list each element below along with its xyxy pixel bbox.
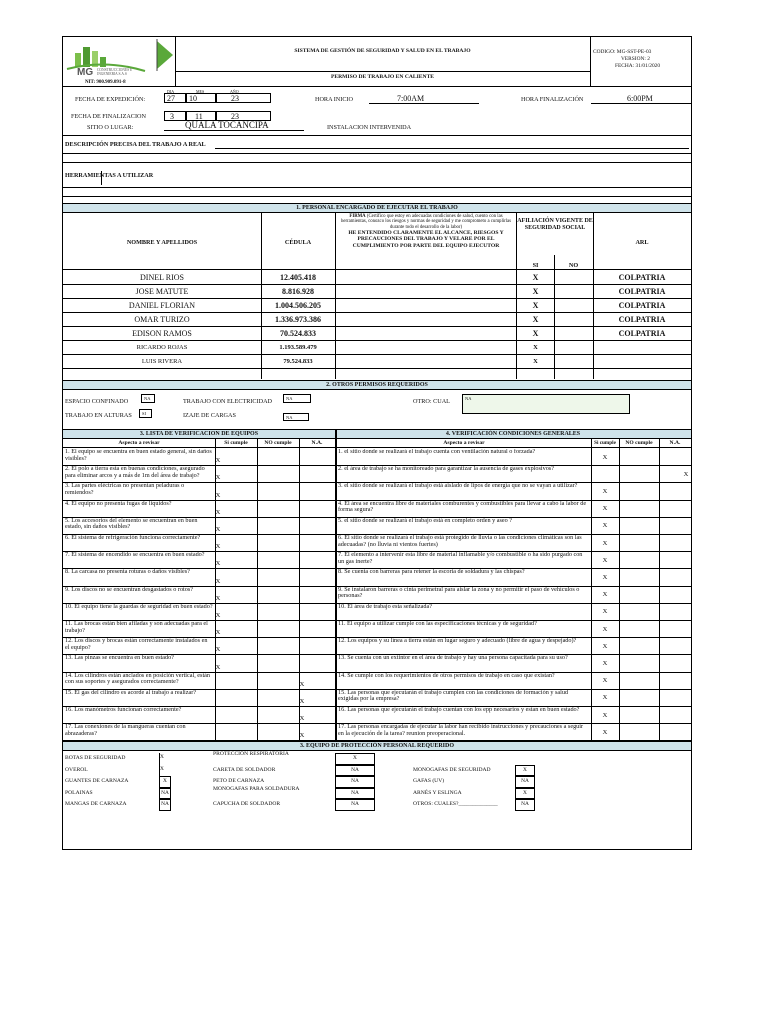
equipo-check-mark[interactable]: X xyxy=(215,508,221,516)
equipo-row xyxy=(63,465,215,482)
afil-si-mark[interactable]: X xyxy=(533,344,538,351)
condicion-item-text: 8. Se cuenta con barreras para retener la escoria de soldadura y las chispas? xyxy=(338,569,525,576)
form-date: FECHA: 31/01/2020 xyxy=(615,63,661,69)
col-afil-header: AFILIACIÓN VIGENTE DE SEGURIDAD SOCIAL xyxy=(517,218,593,231)
equipo-item-text: 7. El sistema de encendido se encuentra en buen estado? xyxy=(65,552,205,559)
epp-label: GAFAS (UV) xyxy=(413,778,445,785)
epp-label: GUANTES DE CARNAZA xyxy=(65,778,129,785)
company-nit: NIT: 900.909.091-8 xyxy=(85,80,126,85)
electricidad-value[interactable]: NA xyxy=(283,394,311,403)
afil-si-mark[interactable]: X xyxy=(532,329,539,338)
condicion-row xyxy=(336,723,591,740)
equipo-row xyxy=(63,448,215,465)
epp-label: POLAINAS xyxy=(65,789,93,796)
condicion-check-mark[interactable]: X xyxy=(602,522,608,530)
condicion-row xyxy=(336,568,591,585)
person-arl: COLPATRIA xyxy=(618,287,666,296)
condicion-item-text: 11. El equipo a utilizar cumple con las especificaciones técnicas y de seguridad? xyxy=(338,621,537,627)
epp-value[interactable]: X xyxy=(159,776,171,788)
person-name: DANIEL FLORIAN xyxy=(128,301,196,310)
epp-value[interactable]: NA xyxy=(515,776,535,788)
epp-label: PETO DE CARNAZA xyxy=(213,778,265,785)
condicion-row xyxy=(336,465,591,482)
equipo-row xyxy=(63,654,215,671)
alturas-label: TRABAJO EN ALTURAS xyxy=(65,412,132,419)
fin-year-field[interactable]: 23 xyxy=(216,111,271,121)
condicion-row xyxy=(336,448,591,465)
equipo-item-text: 5. Los accesorios del elemento se encuentran en buen estado, sin daños visibles? xyxy=(65,517,198,531)
epp-value[interactable]: NA xyxy=(159,788,171,800)
sitio-label: SITIO O LUGAR: xyxy=(87,124,134,131)
epp-value[interactable]: NA xyxy=(515,799,535,811)
hora-fin-label: HORA FINALIZACIÓN xyxy=(521,96,584,103)
equipo-check-mark[interactable]: X xyxy=(215,612,221,619)
eq-col-si: Si cumple xyxy=(224,440,248,446)
equipo-item-text: 1. El equipo se encuentra en buen estado general, sin daños visibles? xyxy=(65,449,212,462)
condicion-row xyxy=(336,482,591,499)
person-arl: COLPATRIA xyxy=(618,273,666,282)
person-name: DINEL RIOS xyxy=(140,273,184,282)
izaje-value[interactable]: NA xyxy=(283,413,309,421)
eq-col-aspecto: Aspecto a revisar xyxy=(118,440,160,446)
person-cedula: 1.336.973.386 xyxy=(275,315,321,324)
equipo-row xyxy=(63,551,215,568)
personal-row-7 xyxy=(63,354,691,368)
col-arl-header: ARL xyxy=(635,239,649,246)
condicion-check-mark[interactable]: X xyxy=(602,625,608,633)
section-condiciones-title: 4. VERIFICACIÓN CONDICIONES GENERALES xyxy=(335,429,691,439)
fin-month-field[interactable]: 11 xyxy=(186,111,216,121)
section-equipos-title: 3. LISTA DE VERIFICACION DE EQUIPOS xyxy=(63,429,335,439)
equipo-item-text: 3. Las partes eléctricas no presentan peladuras o remiendos? xyxy=(65,483,185,496)
person-name: OMAR TURIZO xyxy=(134,315,190,324)
herramientas-label: HERRAMIENTAS A UTILIZAR xyxy=(65,172,154,179)
equipo-row xyxy=(63,723,215,740)
equipo-row xyxy=(63,517,215,534)
condicion-row xyxy=(336,551,591,568)
epp-value[interactable]: NA xyxy=(335,765,375,777)
descripcion-label: DESCRIPCIÓN PRECISA DEL TRABAJO A REAL xyxy=(65,141,206,148)
eq-col-no: NO cumple xyxy=(264,440,292,446)
equipo-item-text: 4. El equipo no presenta fugas de liquidos? xyxy=(65,500,172,507)
exp-month-field[interactable]: 10 xyxy=(186,93,216,103)
epp-label: CARETA DE SOLDADOR xyxy=(213,766,276,773)
condicion-check-mark[interactable]: X xyxy=(602,453,608,461)
epp-value[interactable]: X xyxy=(335,753,375,765)
equipo-item-text: 10. El equipo tiene la guardas de seguridad en buen estado? xyxy=(65,603,213,610)
equipo-row xyxy=(63,706,215,723)
cg-col-si: Si cumple xyxy=(594,440,616,446)
instalacion-label: INSTALACION INTERVENIDA xyxy=(327,124,412,131)
section-otros-title: 2. OTROS PERMISOS REQUERIDOS xyxy=(63,380,691,390)
condicion-item-text: 12. Los equipos y su línea a tierra están en lugar seguro y adecuado (libre de agua y despejado)? xyxy=(338,638,577,645)
espacio-label: ESPACIO CONFINADO xyxy=(65,398,129,405)
epp-label: MONOGAFAS DE SEGURIDAD xyxy=(413,766,491,773)
condicion-check-mark[interactable]: X xyxy=(602,660,608,667)
condicion-check-mark[interactable]: X xyxy=(602,556,608,564)
condicion-row xyxy=(336,586,591,603)
afil-si-mark[interactable]: X xyxy=(532,273,539,282)
person-cedula: 79.524.833 xyxy=(283,358,313,365)
personal-row-1 xyxy=(63,270,691,284)
epp-label: ARNÉS Y ESLINGA xyxy=(413,789,462,796)
epp-value[interactable]: X xyxy=(159,765,171,777)
company-logo xyxy=(65,37,173,93)
afil-si-mark[interactable]: X xyxy=(532,287,539,296)
equipo-check-mark[interactable]: X xyxy=(299,698,305,705)
condicion-row xyxy=(336,603,591,620)
epp-value[interactable]: NA xyxy=(335,776,375,788)
exp-year-field[interactable]: 23 xyxy=(216,93,271,103)
hora-inicio-label: HORA INICIO xyxy=(315,96,353,103)
equipo-check-mark[interactable]: X xyxy=(299,732,305,740)
firma-bold: FIRMA xyxy=(349,214,366,219)
condicion-row xyxy=(336,500,591,517)
cg-col-aspecto: Aspecto a revisar xyxy=(443,440,485,446)
condicion-row xyxy=(336,517,591,534)
personal-row-6 xyxy=(63,340,691,354)
personal-row-2 xyxy=(63,284,691,298)
hora-fin-value[interactable]: 6:00PM xyxy=(627,94,653,103)
ano-label: AÑO xyxy=(230,89,239,94)
condicion-check-mark[interactable]: X xyxy=(602,728,608,736)
epp-label: MANGAS DE CARNAZA xyxy=(65,801,127,808)
col-name-header: NOMBRE Y APELLIDOS xyxy=(126,239,198,246)
condicion-check-mark[interactable]: X xyxy=(602,694,608,702)
equipo-check-mark[interactable]: X xyxy=(215,474,221,482)
otro-value[interactable]: NA xyxy=(462,394,630,414)
equipo-item-text: 13. Las pinzas se encuentra en buen estado? xyxy=(65,655,174,662)
person-cedula: 12.405.418 xyxy=(280,273,316,282)
condicion-check-mark[interactable]: X xyxy=(602,505,608,513)
section-personal-title: 1. PERSONAL ENCARGADO DE EJECUTAR EL TRABAJO xyxy=(63,203,691,213)
condicion-row xyxy=(336,637,591,654)
equipo-check-mark[interactable]: X xyxy=(215,543,221,551)
equipo-row xyxy=(63,603,215,620)
equipo-item-text: 8. La carcasa no presenta roturas o daños visibles? xyxy=(65,569,190,576)
mes-label: MES xyxy=(196,89,205,94)
afil-si-mark[interactable]: X xyxy=(533,358,538,365)
equipo-item-text: 12. Los discos y brocas están correctamente instalados en el equipo? xyxy=(65,638,208,651)
condicion-check-mark[interactable]: X xyxy=(602,488,608,495)
equipo-check-mark[interactable]: X xyxy=(215,526,221,533)
condicion-row xyxy=(336,706,591,723)
epp-value[interactable]: X xyxy=(515,765,535,777)
equipo-check-mark[interactable]: X xyxy=(215,577,221,585)
equipo-check-mark[interactable]: X xyxy=(215,646,221,654)
equipo-row xyxy=(63,482,215,499)
equipo-row xyxy=(63,672,215,689)
espacio-value[interactable]: NA xyxy=(141,394,155,403)
condicion-item-text: 1. el sitio donde se realizará el trabajo cuenta con ventilación natural o forzada? xyxy=(338,449,536,455)
condicion-item-text: 5. el sitio donde se realizará el trabajo está en completo orden y aseo ? xyxy=(338,517,513,524)
condicion-item-text: 10. El área de trabajo esta señalizada? xyxy=(338,603,432,610)
equipo-check-mark[interactable]: X xyxy=(299,680,305,688)
afil-si-mark[interactable]: X xyxy=(532,315,539,324)
personal-row-3 xyxy=(63,298,691,312)
condicion-check-mark[interactable]: X xyxy=(602,574,608,581)
equipo-row xyxy=(63,620,215,637)
condicion-item-text: 17. Las personas encargadas de ejecutar la labor han recibido instrucciones y precauciones a seguir en la ejecución de la tarea? reunion preoperacional. xyxy=(338,724,584,737)
expedicion-label: FECHA DE EXPEDICIÓN: xyxy=(75,96,146,103)
equipo-row xyxy=(63,637,215,654)
electricidad-label: TRABAJO CON ELECTRICIDAD xyxy=(183,398,273,405)
firma-statement: HE ENTENDIDO CLARAMENTE EL ALCANCE, RIESGOS Y PRECAUCIONES DEL TRABAJO Y VELARE POR EL CUMPLIMIENTO POR PARTE DEL EQUIPO EJECUTOR xyxy=(348,230,504,249)
personal-row-4 xyxy=(63,312,691,326)
col-si-header: SI xyxy=(532,262,539,269)
person-name: EDISON RAMOS xyxy=(132,329,192,338)
equipo-check-mark[interactable]: X xyxy=(215,457,221,465)
person-cedula: 1.004.506.205 xyxy=(275,301,321,310)
company-name: CONSTRUCCIONES E INGENIERIA S.A.S xyxy=(97,68,133,76)
person-arl: COLPATRIA xyxy=(618,329,666,338)
personal-row-5 xyxy=(63,326,691,340)
condicion-row xyxy=(336,654,591,671)
condicion-row xyxy=(336,620,591,637)
condicion-row xyxy=(336,534,591,551)
dia-label: DIA xyxy=(167,89,175,94)
equipo-item-text: 2. El polo a tierra esta en buenas condiciones, asegurado para eliminar arcos y a más de 1m del área de trabajo? xyxy=(65,466,205,479)
section-epp-title: 3. EQUIPO DE PROTECCIÓN PERSONAL REQUERIDO xyxy=(63,741,691,751)
equipo-row xyxy=(63,534,215,551)
epp-value[interactable]: NA xyxy=(335,799,375,811)
izaje-label: IZAJE DE CARGAS xyxy=(183,412,236,419)
condicion-item-text: 3. el sitio donde se realizará el trabajo está aislado de lipos de energía que no se vayan a utilizar? xyxy=(338,483,578,490)
equipo-row xyxy=(63,586,215,603)
condicion-item-text: 6. El sitio donde se realizará el trabajo está protegido de lluvia o las condiciones climáticas son las adecuadas? (no lluvia ni vientos fuertes) xyxy=(338,535,582,548)
epp-value[interactable]: NA xyxy=(159,799,171,811)
person-arl: COLPATRIA xyxy=(618,315,666,324)
equipo-item-text: 14. Los cilindros están anclados en posición vertical, están con sus soportes y asegurados correctamente? xyxy=(65,672,211,686)
hora-inicio-value[interactable]: 7:00AM xyxy=(397,94,425,103)
equipo-item-text: 11. Las brocas están bien afiladas y son adecuadas para el trabajo? xyxy=(65,621,208,634)
epp-value[interactable]: X xyxy=(515,788,535,800)
person-name: JOSE MATUTE xyxy=(135,287,189,296)
epp-label: PROTECCIÓN RESPIRATORIA xyxy=(213,751,289,757)
col-cedula-header: CÉDULA xyxy=(284,239,312,246)
epp-value[interactable]: NA xyxy=(335,788,375,800)
cg-col-no: NO cumple xyxy=(625,440,653,446)
condicion-check-mark[interactable]: X xyxy=(602,591,608,599)
condicion-row xyxy=(336,689,591,706)
equipo-check-mark[interactable]: X xyxy=(215,629,221,637)
form-code: CODIGO: MG-SST-PE-03 xyxy=(593,49,652,55)
condicion-check-mark[interactable]: X xyxy=(602,642,608,650)
condicion-check-mark[interactable]: X xyxy=(602,711,608,719)
condicion-row xyxy=(336,672,591,689)
condicion-item-text: 16. Las personas que ejecutarán el trabajo cuentan con los epp necesarios y estan en buen estado? xyxy=(338,707,580,713)
equipo-check-mark[interactable]: X xyxy=(215,663,221,671)
equipo-item-text: 16. Los manómetros funcionan correctamente? xyxy=(65,707,182,713)
form-version: VERSION: 2 xyxy=(621,56,650,62)
epp-label: OVEROL xyxy=(65,766,88,773)
equipo-row xyxy=(63,500,215,517)
epp-label: BOTAS DE SEGURIDAD xyxy=(65,755,126,761)
person-name: RICARDO ROJAS xyxy=(136,344,188,351)
cg-col-na: N.A. xyxy=(669,440,681,446)
alturas-value[interactable]: SI xyxy=(139,409,152,418)
fin-day-field[interactable]: 3 xyxy=(164,111,186,121)
condicion-item-text: 2. el área de trabajo se ha monitoreado para garantizar la ausencia de gases explosivos? xyxy=(338,466,554,473)
afil-si-mark[interactable]: X xyxy=(532,301,539,310)
person-cedula: 1.193.589.479 xyxy=(279,344,317,351)
system-title: SISTEMA DE GESTIÓN DE SEGURIDAD Y SALUD EN EL TRABAJO xyxy=(294,48,471,54)
condicion-item-text: 9. Se instalaron barreras o cinta perimetral para aislar la zona y no permitir el paso de vehículos o personas? xyxy=(338,586,580,600)
equipo-check-mark[interactable]: X xyxy=(215,491,221,499)
company-short: MG xyxy=(77,67,94,78)
condicion-item-text: 13. Se cuenta con un extintor en el área de trabajo y hay una persona capacitada para su uso? xyxy=(338,655,568,662)
equipo-item-text: 9. Los discos no se encuentran desgastados o rotos? xyxy=(65,586,194,593)
finalizacion-label: FECHA DE FINALIZACION xyxy=(71,113,146,120)
equipo-item-text: 17. Las conexiones de la mangueras cuentan con abrazaderas? xyxy=(65,724,186,737)
epp-label: OTROS: CUALES?______________ xyxy=(413,801,498,808)
condicion-item-text: 7. El elemento a intervenir esta libre de material inflamable y/o combustible o ha sido purgado con un gas inerte? xyxy=(338,552,583,565)
epp-value[interactable]: X xyxy=(159,753,171,765)
otro-label: OTRO: CUAL xyxy=(413,398,450,405)
equipo-check-mark[interactable]: X xyxy=(299,715,305,723)
condicion-item-text: 15. Las personas que ejecutarán el trabajo cumplen con las condiciones de formación y salud exigidas por la empresa? xyxy=(338,689,569,703)
condicion-check-mark[interactable]: X xyxy=(602,539,608,547)
condicion-item-text: 14. Se cumple con los requerimientos de otros permisos de trabajo en caso que existan? xyxy=(338,672,555,679)
equipo-row xyxy=(63,689,215,706)
permit-form xyxy=(62,36,692,850)
equipo-check-mark[interactable]: X xyxy=(215,560,221,568)
person-name: LUIS RIVERA xyxy=(141,358,183,365)
epp-label: CAPUCHA DE SOLDADOR xyxy=(213,801,281,808)
exp-day-field[interactable]: 27 xyxy=(164,93,186,103)
condicion-item-text: 4. El área se encuentra libre de materiales comburentes y combustibles para llevar a cabo la labor de forma segura? xyxy=(338,500,587,514)
sitio-value[interactable]: QUALA TOCANCIPA xyxy=(185,120,269,130)
equipo-item-text: 15. El gas del cilindro es acorde al trabajo a realizar? xyxy=(65,689,197,696)
equipo-item-text: 6. El sistema de refrigeración funciona correctamente? xyxy=(65,535,201,541)
condicion-check-mark[interactable]: X xyxy=(602,608,608,616)
person-arl: COLPATRIA xyxy=(618,301,666,310)
eq-col-na: N.A. xyxy=(311,440,323,446)
col-no-header: NO xyxy=(568,262,579,269)
col-firma-header xyxy=(337,214,515,249)
condicion-check-mark[interactable]: X xyxy=(602,677,608,685)
firma-text: (Certifico que estoy en adecuadas condiciones de salud, cuento con las herramientas, conozco los riesgos y normas de seguridad y me comprometo a cumplirlas durante todo el desarrollo de la labor) xyxy=(340,214,512,230)
person-cedula: 70.524.833 xyxy=(280,329,316,338)
condicion-check-mark[interactable]: X xyxy=(683,470,689,478)
descripcion-line[interactable] xyxy=(215,148,689,149)
permit-title: PERMISO DE TRABAJO EN CALIENTE xyxy=(330,74,435,80)
person-cedula: 8.816.928 xyxy=(282,287,314,296)
equipo-row xyxy=(63,568,215,585)
equipo-check-mark[interactable]: X xyxy=(215,594,221,602)
epp-label: MONOGAFAS PARA SOLDADURA xyxy=(213,785,300,792)
